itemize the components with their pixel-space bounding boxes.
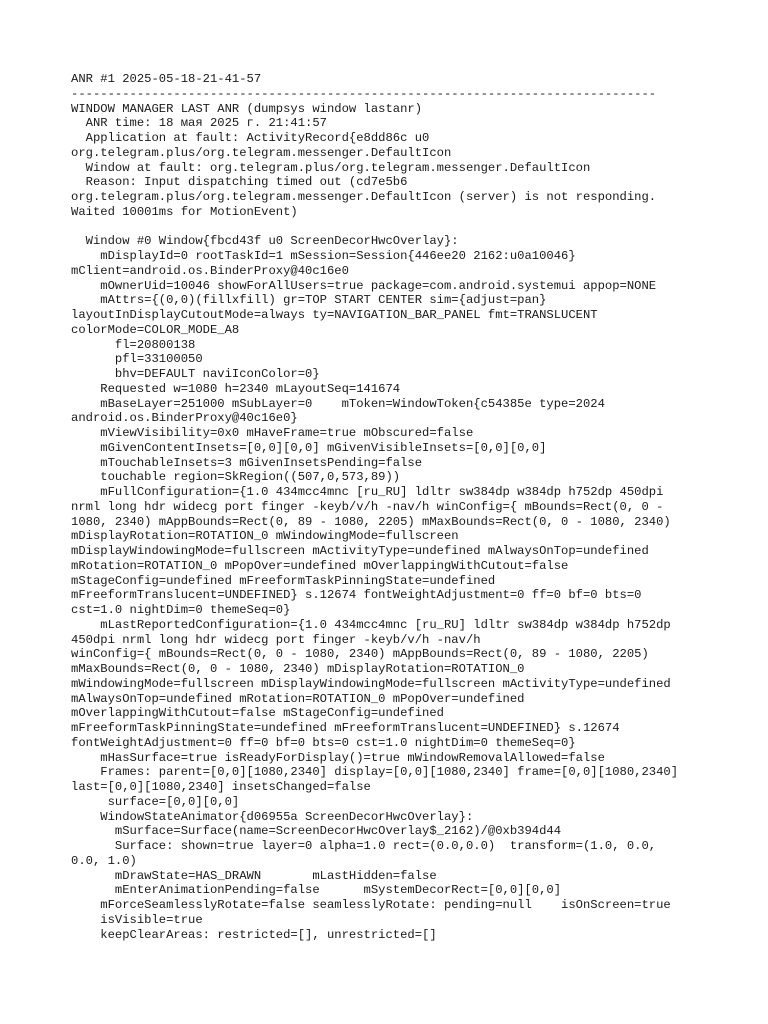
log-line: 0.0, 1.0) [71, 853, 137, 868]
log-line: isVisible=true [71, 912, 203, 927]
log-line: nrml long hdr widecg port finger -keyb/v/h -nav/h winConfig={ mBounds=Rect(0, 0 - [71, 499, 664, 514]
log-line: touchable region=SkRegion((507,0,573,89)) [71, 470, 401, 485]
log-line: Requested w=1080 h=2340 mLayoutSeq=141674 [71, 381, 401, 396]
log-line: mFreeformTranslucent=UNDEFINED} s.12674 fontWeightAdjustment=0 ff=0 bf=0 bts=0 [71, 588, 642, 603]
anr-log-text [71, 72, 761, 942]
log-line: mDisplayWindowingMode=fullscreen mActivityType=undefined mAlwaysOnTop=undefined [71, 544, 649, 558]
log-line: fl=20800138 [71, 337, 196, 352]
log-line: mHasSurface=true isReadyForDisplay()=true mWindowRemovalAllowed=false [71, 750, 605, 765]
log-line: Frames: parent=[0,0][1080,2340] display=[0,0][1080,2340] frame=[0,0][1080,2340] [71, 765, 679, 780]
log-line: mLastReportedConfiguration={1.0 434mcc4mnc [ru_RU] ldltr sw384dp w384dp h752dp [71, 617, 671, 632]
log-line: mOverlappingWithCutout=false mStageConfig=undefined [71, 706, 444, 721]
log-line: mWindowingMode=fullscreen mDisplayWindowingMode=fullscreen mActivityType=undefined [71, 676, 671, 691]
log-line: surface=[0,0][0,0] [71, 794, 240, 809]
log-line: mClient=android.os.BinderProxy@40c16e0 [71, 263, 349, 278]
log-line: mGivenContentInsets=[0,0][0,0] mGivenVisibleInsets=[0,0][0,0] [71, 440, 547, 455]
log-line: WINDOW MANAGER LAST ANR (dumpsys window lastanr) [71, 101, 423, 116]
log-line: mSurface=Surface(name=ScreenDecorHwcOverlay$_2162)/@0xb394d44 [71, 824, 562, 839]
log-line: mStageConfig=undefined mFreeformTaskPinningState=undefined [71, 573, 496, 588]
log-line: keepClearAreas: restricted=[], unrestricted=[] [71, 927, 437, 942]
log-line: mMaxBounds=Rect(0, 0 - 1080, 2340) mDisplayRotation=ROTATION_0 [71, 662, 525, 676]
log-line: mAttrs={(0,0)(fillxfill) gr=TOP START CENTER sim={adjust=pan} [71, 293, 547, 308]
log-line: 1080, 2340) mAppBounds=Rect(0, 89 - 1080, 2205) mMaxBounds=Rect(0, 0 - 1080, 2340) [71, 514, 671, 529]
log-line: Waited 10001ms for MotionEvent) [71, 204, 298, 219]
log-line: ANR time: 18 мая 2025 г. 21:41:57 [71, 116, 327, 131]
log-line: mDrawState=HAS_DRAWN mLastHidden=false [71, 868, 437, 883]
log-line: Surface: shown=true layer=0 alpha=1.0 rect=(0.0,0.0) transform=(1.0, 0.0, [71, 839, 657, 853]
log-line: mBaseLayer=251000 mSubLayer=0 mToken=WindowToken{c54385e type=2024 [71, 396, 605, 411]
log-line: mDisplayRotation=ROTATION_0 mWindowingMode=fullscreen [71, 529, 459, 544]
log-line: android.os.BinderProxy@40c16e0} [71, 411, 298, 426]
log-line: mForceSeamlesslyRotate=false seamlesslyRotate: pending=null isOnScreen=true [71, 898, 671, 912]
log-line: mEnterAnimationPending=false mSystemDecorRect=[0,0][0,0] [71, 883, 562, 898]
log-line: bhv=DEFAULT naviIconColor=0} [71, 367, 320, 381]
log-line: -------------------------------------------------------------------------------- [71, 86, 657, 101]
log-line: cst=1.0 nightDim=0 themeSeq=0} [71, 603, 291, 617]
log-line: layoutInDisplayCutoutMode=always ty=NAVIGATION_BAR_PANEL fmt=TRANSLUCENT [71, 308, 598, 322]
log-line: 450dpi nrml long hdr widecg port finger -keyb/v/h -nav/h [71, 632, 481, 647]
log-line: ANR #1 2025-05-18-21-41-57 [71, 72, 262, 86]
log-line: Window #0 Window{fbcd43f u0 ScreenDecorHwcOverlay}: [71, 234, 459, 249]
log-line: mFreeformTaskPinningState=undefined mFreeformTranslucent=UNDEFINED} s.12674 [71, 721, 620, 735]
log-line: mOwnerUid=10046 showForAllUsers=true package=com.android.systemui appop=NONE [71, 278, 657, 293]
log-line: last=[0,0][1080,2340] insetsChanged=false [71, 780, 371, 794]
log-line: mFullConfiguration={1.0 434mcc4mnc [ru_RU] ldltr sw384dp w384dp h752dp 450dpi [71, 485, 664, 499]
log-line: winConfig={ mBounds=Rect(0, 0 - 1080, 2340) mAppBounds=Rect(0, 89 - 1080, 2205) [71, 647, 649, 662]
log-line: Application at fault: ActivityRecord{e8dd86c u0 [71, 131, 430, 145]
log-line: colorMode=COLOR_MODE_A8 [71, 322, 240, 337]
log-line: WindowStateAnimator{d06955a ScreenDecorHwcOverlay}: [71, 809, 474, 824]
log-line [71, 220, 761, 235]
log-line: org.telegram.plus/org.telegram.messenger.DefaultIcon (server) is not responding. [71, 190, 657, 204]
log-line: Reason: Input dispatching timed out (cd7e5b6 [71, 175, 408, 190]
log-line: mRotation=ROTATION_0 mPopOver=undefined mOverlappingWithCutout=false [71, 558, 569, 573]
log-line: pfl=33100050 [71, 352, 203, 367]
log-line: mViewVisibility=0x0 mHaveFrame=true mObscured=false [71, 426, 474, 440]
log-line: org.telegram.plus/org.telegram.messenger.DefaultIcon [71, 145, 452, 160]
log-line: mTouchableInsets=3 mGivenInsetsPending=false [71, 455, 423, 470]
log-line: Window at fault: org.telegram.plus/org.telegram.messenger.DefaultIcon [71, 160, 591, 175]
log-line: mDisplayId=0 rootTaskId=1 mSession=Session{446ee20 2162:u0a10046} [71, 249, 576, 263]
log-line: mAlwaysOnTop=undefined mRotation=ROTATION_0 mPopOver=undefined [71, 691, 525, 706]
log-line: fontWeightAdjustment=0 ff=0 bf=0 bts=0 cst=1.0 nightDim=0 themeSeq=0} [71, 735, 576, 750]
